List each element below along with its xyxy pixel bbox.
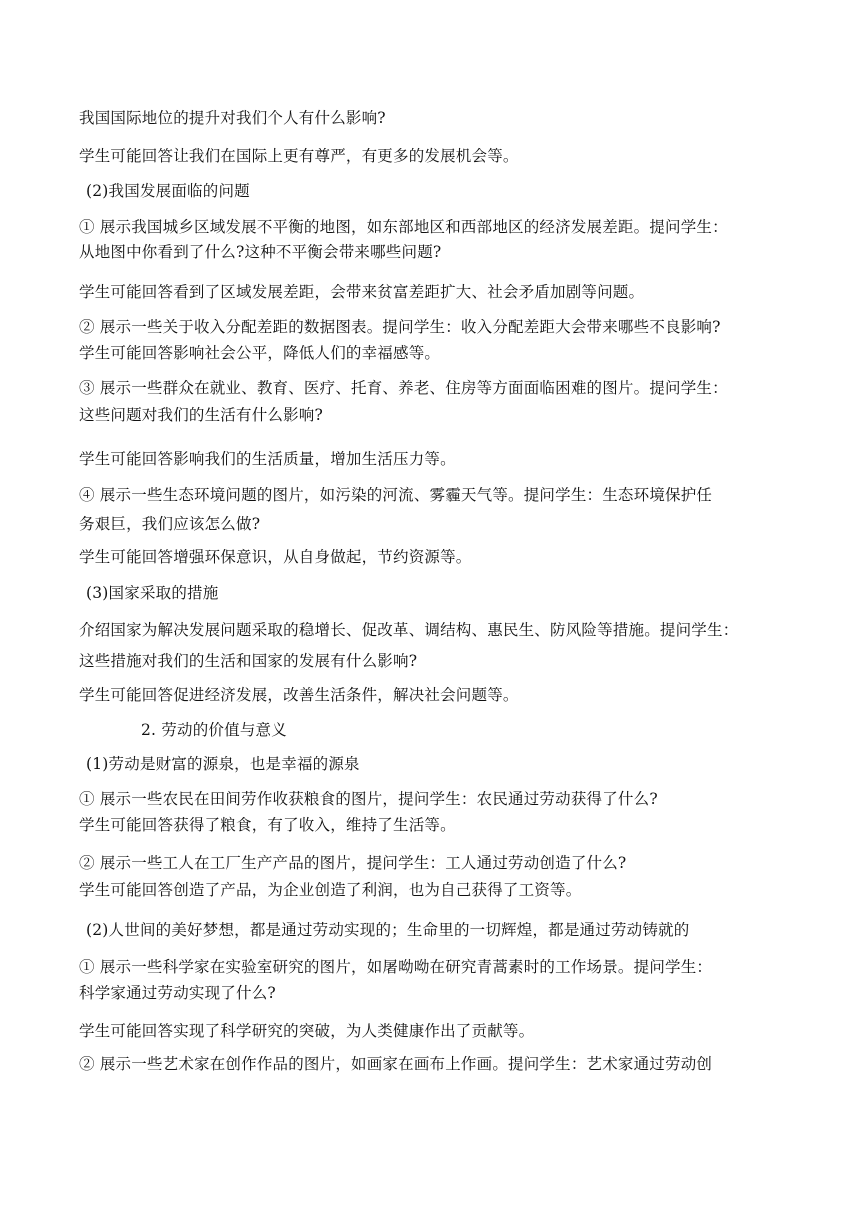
section-heading: 2. 劳动的价值与意义 — [141, 721, 287, 739]
text-line: ② 展示一些艺术家在创作作品的图片，如画家在画布上作画。提问学生：艺术家通过劳动创 — [79, 1055, 713, 1073]
text-line: 学生可能回答让我们在国际上更有尊严，有更多的发展机会等。 — [79, 147, 519, 165]
text-line: ④ 展示一些生态环境问题的图片，如污染的河流、雾霾天气等。提问学生：生态环境保护任 — [79, 486, 713, 504]
text-line: 学生可能回答实现了科学研究的突破，为人类健康作出了贡献等。 — [79, 1022, 535, 1040]
text-line: ② 展示一些关于收入分配差距的数据图表。提问学生：收入分配差距大会带来哪些不良影响? — [79, 318, 721, 336]
text-line: 从地图中你看到了什么?这种不平衡会带来哪些问题? — [79, 243, 442, 261]
text-line: 学生可能回答获得了粮食，有了收入，维持了生活等。 — [79, 816, 456, 834]
text-line: 学生可能回答看到了区域发展差距，会带来贫富差距扩大、社会矛盾加剧等问题。 — [79, 283, 645, 301]
text-line: 我国国际地位的提升对我们个人有什么影响? — [79, 109, 386, 127]
section-heading: (2)我国发展面临的问题 — [86, 182, 250, 200]
text-line: 科学家通过劳动实现了什么? — [79, 984, 276, 1002]
text-line: ① 展示一些农民在田间劳作收获粮食的图片，提问学生：农民通过劳动获得了什么? — [79, 790, 658, 808]
text-line: 这些措施对我们的生活和国家的发展有什么影响? — [79, 652, 418, 670]
text-line: 学生可能回答促进经济发展，改善生活条件，解决社会问题等。 — [79, 686, 519, 704]
text-line: 介绍国家为解决发展问题采取的稳增长、促改革、调结构、惠民生、防风险等措施。提问学生： — [79, 621, 739, 639]
section-heading: (1)劳动是财富的源泉，也是幸福的源泉 — [86, 755, 360, 773]
text-line: 学生可能回答增强环保意识，从自身做起，节约资源等。 — [79, 548, 472, 566]
text-line: ① 展示我国城乡区域发展不平衡的地图，如东部地区和西部地区的经济发展差距。提问学生： — [79, 218, 728, 236]
section-heading: (3)国家采取的措施 — [86, 584, 219, 602]
text-line: 学生可能回答创造了产品，为企业创造了利润，也为自己获得了工资等。 — [79, 881, 582, 899]
section-heading: (2)人世间的美好梦想，都是通过劳动实现的；生命里的一切辉煌，都是通过劳动铸就的 — [86, 921, 690, 939]
text-line: ③ 展示一些群众在就业、教育、医疗、托育、养老、住房等方面面临困难的图片。提问学生： — [79, 379, 728, 397]
text-line: 学生可能回答影响我们的生活质量，增加生活压力等。 — [79, 450, 456, 468]
text-line: 这些问题对我们的生活有什么影响? — [79, 406, 324, 424]
text-line: ② 展示一些工人在工厂生产产品的图片，提问学生：工人通过劳动创造了什么? — [79, 854, 627, 872]
text-line: 务艰巨，我们应该怎么做? — [79, 515, 261, 533]
text-line: 学生可能回答影响社会公平，降低人们的幸福感等。 — [79, 344, 441, 362]
text-line: ① 展示一些科学家在实验室研究的图片，如屠呦呦在研究青蒿素时的工作场景。提问学生： — [79, 958, 713, 976]
